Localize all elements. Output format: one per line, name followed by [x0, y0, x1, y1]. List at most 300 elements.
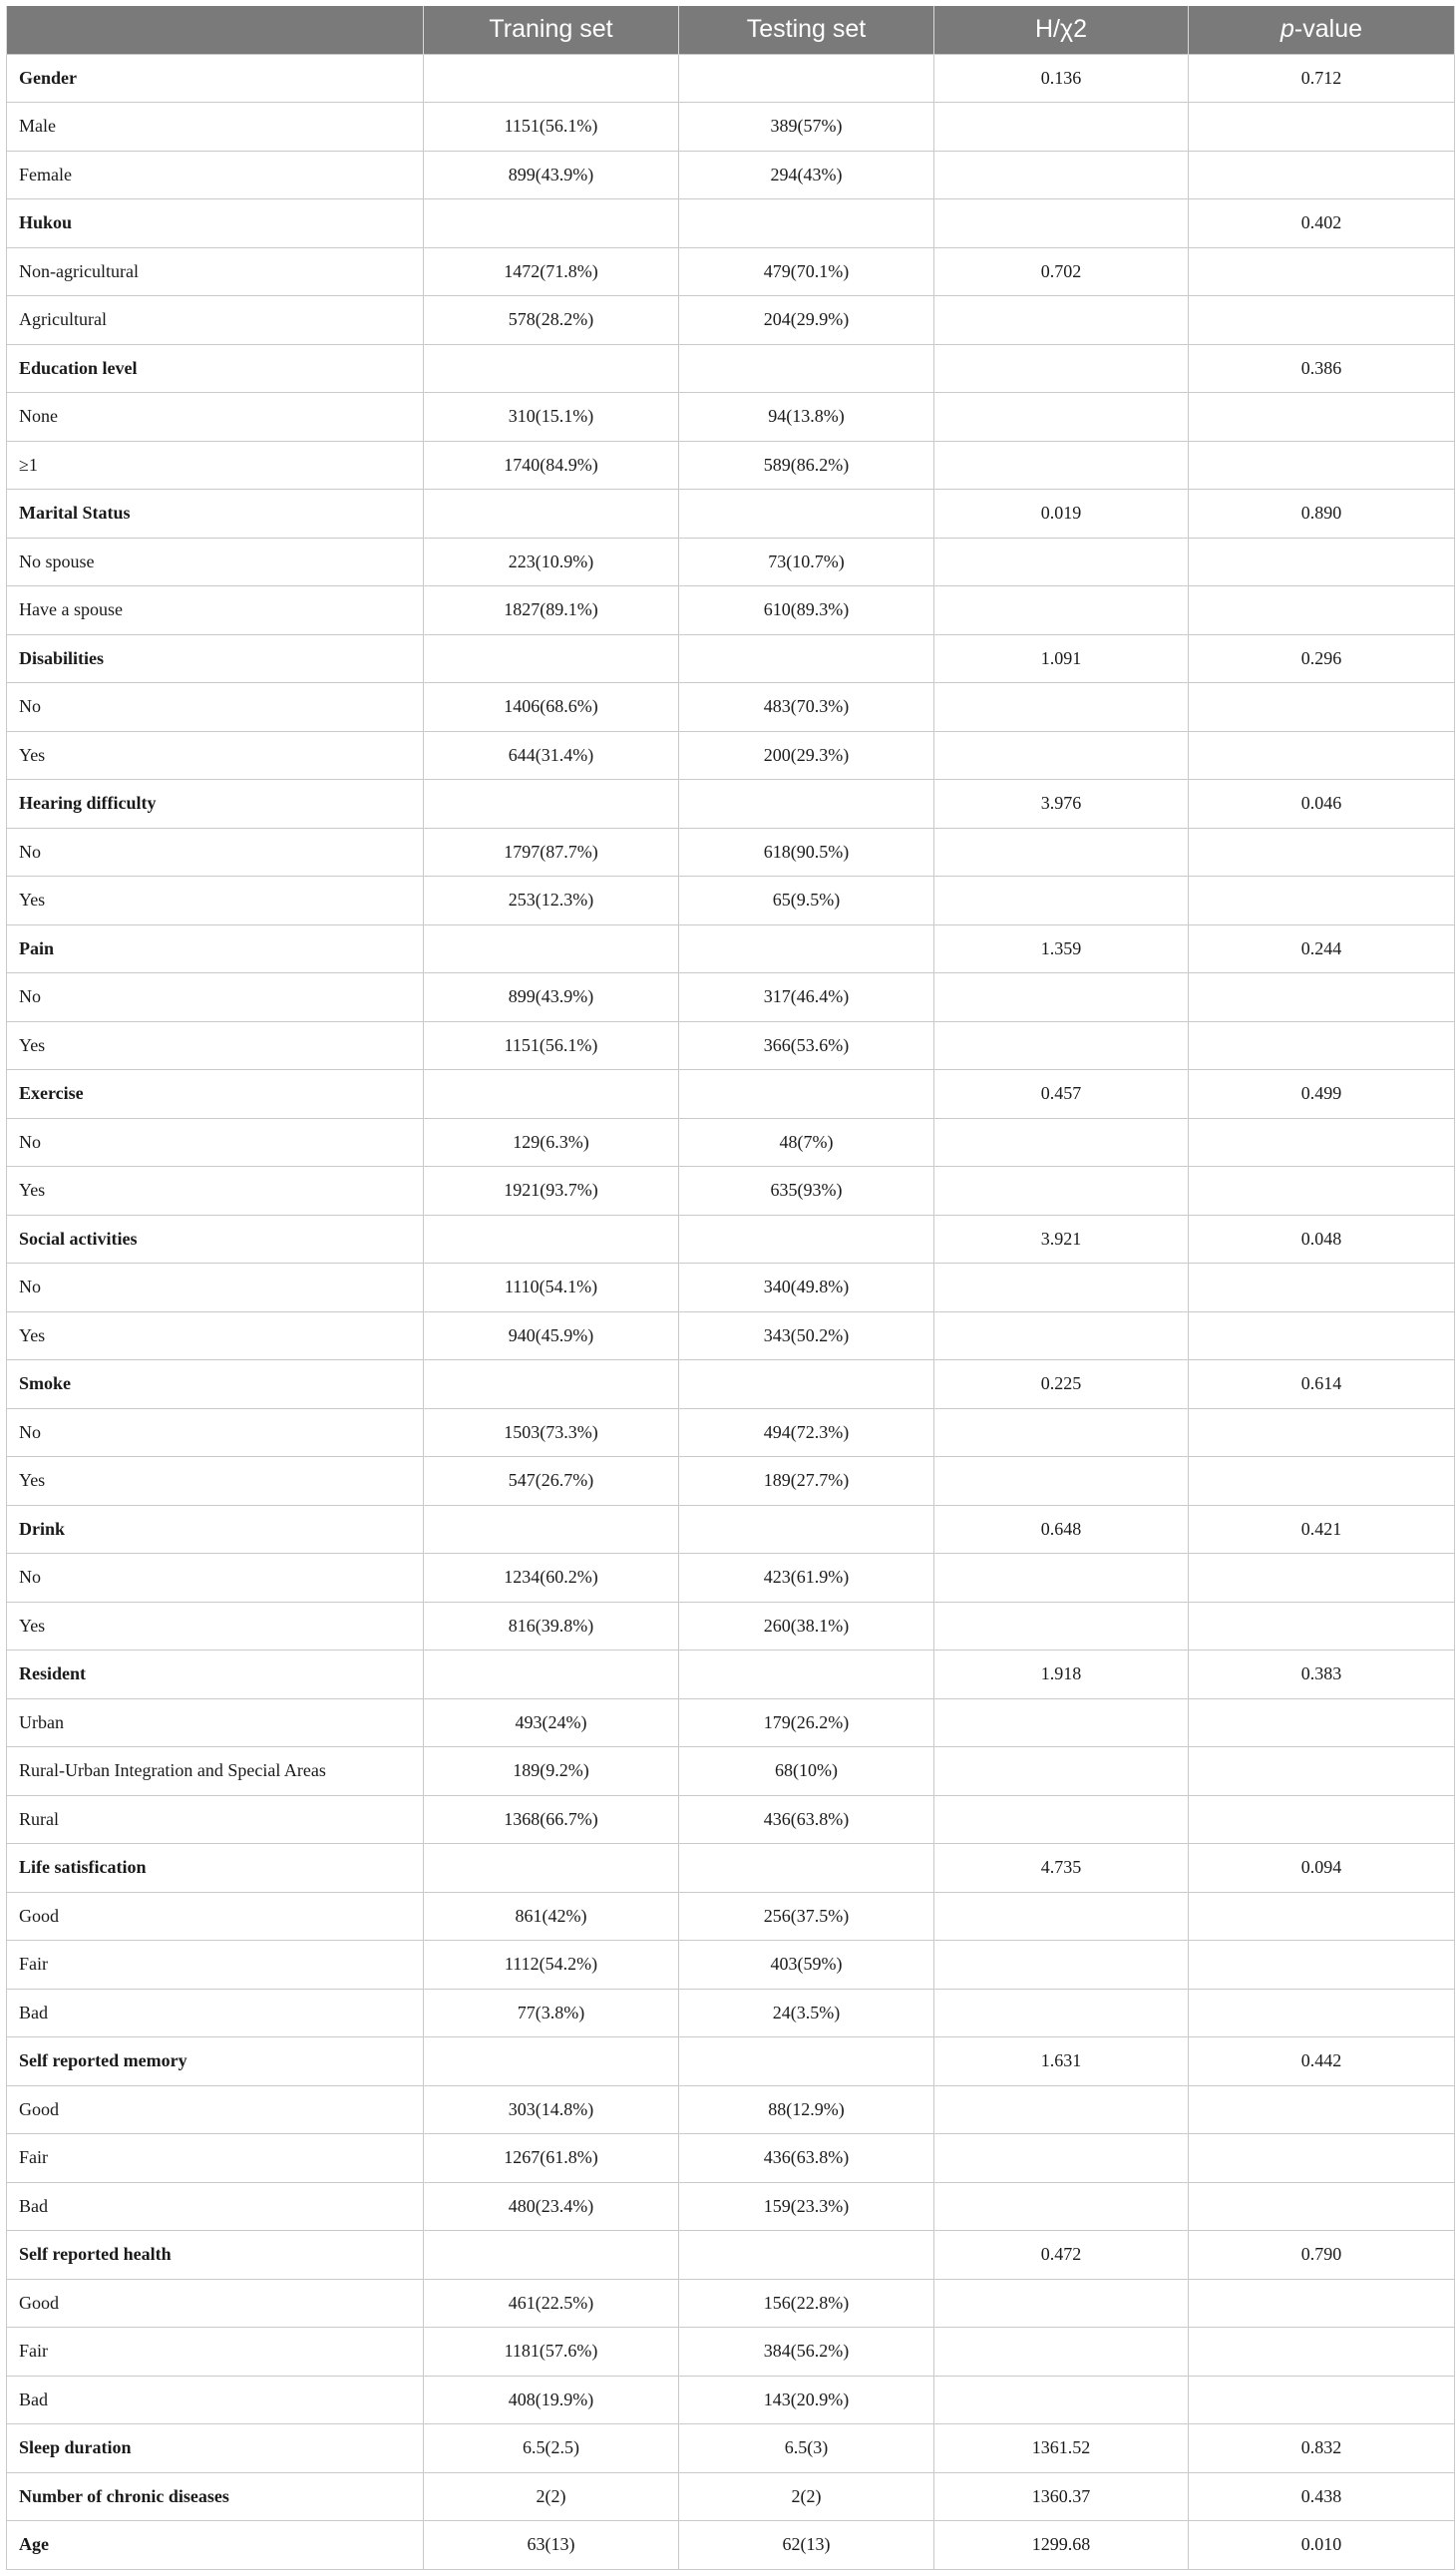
- cell-h-chi2: [934, 1457, 1189, 1506]
- cell-variable: Yes: [7, 1457, 424, 1506]
- cell-h-chi2: [934, 1554, 1189, 1603]
- cell-variable: Yes: [7, 1021, 424, 1070]
- cell-h-chi2: [934, 296, 1189, 345]
- cell-h-chi2: [934, 2279, 1189, 2328]
- cell-training-set: [424, 344, 679, 393]
- table-row-group: [7, 54, 1455, 103]
- cell-variable: Life satisfication: [7, 1844, 424, 1893]
- cell-variable: Hukou: [7, 199, 424, 248]
- cell-training-set: 189(9.2%): [424, 1747, 679, 1796]
- cell-p-value: 0.712: [1189, 54, 1455, 103]
- table-row: [7, 1554, 1455, 1603]
- cell-variable: No: [7, 828, 424, 877]
- cell-p-value: 0.048: [1189, 1215, 1455, 1264]
- table-row-group: [7, 780, 1455, 829]
- cell-h-chi2: 0.019: [934, 490, 1189, 539]
- table-body: [7, 54, 1455, 2569]
- cell-variable: Marital Status: [7, 490, 424, 539]
- table-row: [7, 441, 1455, 490]
- cell-training-set: [424, 1505, 679, 1554]
- table-row-group: [7, 2037, 1455, 2086]
- cell-variable: No: [7, 1554, 424, 1603]
- cell-h-chi2: [934, 393, 1189, 442]
- table-row: [7, 2376, 1455, 2424]
- table-row: [7, 103, 1455, 152]
- table-row-group: [7, 1215, 1455, 1264]
- header-training-set: Traning set: [424, 6, 679, 54]
- cell-h-chi2: [934, 151, 1189, 199]
- cell-training-set: 1267(61.8%): [424, 2134, 679, 2183]
- cell-training-set: 1740(84.9%): [424, 441, 679, 490]
- cell-training-set: 303(14.8%): [424, 2085, 679, 2134]
- cell-testing-set: 436(63.8%): [679, 2134, 934, 2183]
- cell-h-chi2: 3.921: [934, 1215, 1189, 1264]
- cell-p-value: [1189, 828, 1455, 877]
- cell-h-chi2: 0.136: [934, 54, 1189, 103]
- cell-training-set: [424, 924, 679, 973]
- cell-training-set: 493(24%): [424, 1698, 679, 1747]
- cell-training-set: [424, 1070, 679, 1119]
- cell-training-set: 63(13): [424, 2521, 679, 2570]
- cell-variable: Resident: [7, 1651, 424, 1699]
- cell-p-value: [1189, 1795, 1455, 1844]
- cell-p-value: 0.421: [1189, 1505, 1455, 1554]
- table-row: [7, 247, 1455, 296]
- cell-testing-set: 204(29.9%): [679, 296, 934, 345]
- table-row: [7, 1167, 1455, 1216]
- cell-h-chi2: 0.225: [934, 1360, 1189, 1409]
- cell-testing-set: [679, 924, 934, 973]
- table-row-group: [7, 1844, 1455, 1893]
- cell-variable: Yes: [7, 877, 424, 925]
- cell-training-set: 861(42%): [424, 1892, 679, 1941]
- cell-testing-set: 159(23.3%): [679, 2182, 934, 2231]
- header-p-italic: p: [1280, 15, 1294, 44]
- cell-testing-set: 436(63.8%): [679, 1795, 934, 1844]
- cell-testing-set: [679, 344, 934, 393]
- cell-variable: Education level: [7, 344, 424, 393]
- table-row: [7, 538, 1455, 586]
- table-row: [7, 296, 1455, 345]
- cell-p-value: 0.046: [1189, 780, 1455, 829]
- cell-variable: No spouse: [7, 538, 424, 586]
- cell-variable: Male: [7, 103, 424, 152]
- cell-h-chi2: 3.976: [934, 780, 1189, 829]
- cell-variable: Female: [7, 151, 424, 199]
- cell-h-chi2: [934, 2134, 1189, 2183]
- cell-variable: ≥1: [7, 441, 424, 490]
- cell-training-set: 1181(57.6%): [424, 2328, 679, 2377]
- table-row: [7, 1457, 1455, 1506]
- cell-h-chi2: [934, 877, 1189, 925]
- cell-h-chi2: [934, 103, 1189, 152]
- cell-training-set: 940(45.9%): [424, 1311, 679, 1360]
- cell-variable: Non-agricultural: [7, 247, 424, 296]
- cell-p-value: [1189, 247, 1455, 296]
- table-row: [7, 1747, 1455, 1796]
- cell-h-chi2: [934, 1167, 1189, 1216]
- header-variable: [7, 6, 424, 54]
- cell-p-value: 0.499: [1189, 1070, 1455, 1119]
- cell-testing-set: 68(10%): [679, 1747, 934, 1796]
- table-row: [7, 1989, 1455, 2037]
- cell-h-chi2: [934, 973, 1189, 1022]
- cell-h-chi2: [934, 1408, 1189, 1457]
- cell-p-value: 0.010: [1189, 2521, 1455, 2570]
- cell-variable: Rural: [7, 1795, 424, 1844]
- cell-testing-set: 366(53.6%): [679, 1021, 934, 1070]
- cell-variable: Self reported health: [7, 2231, 424, 2280]
- cell-h-chi2: 1.631: [934, 2037, 1189, 2086]
- cell-variable: Urban: [7, 1698, 424, 1747]
- cell-training-set: 1112(54.2%): [424, 1941, 679, 1990]
- cell-h-chi2: [934, 199, 1189, 248]
- cell-testing-set: 48(7%): [679, 1118, 934, 1167]
- table-row: [7, 2085, 1455, 2134]
- cell-training-set: 461(22.5%): [424, 2279, 679, 2328]
- cell-h-chi2: 4.735: [934, 1844, 1189, 1893]
- cell-p-value: 0.402: [1189, 199, 1455, 248]
- cell-training-set: 1503(73.3%): [424, 1408, 679, 1457]
- cell-training-set: 644(31.4%): [424, 731, 679, 780]
- table-row-group: [7, 1070, 1455, 1119]
- cell-testing-set: 635(93%): [679, 1167, 934, 1216]
- table-row: [7, 683, 1455, 732]
- cell-testing-set: 88(12.9%): [679, 2085, 934, 2134]
- cell-testing-set: 62(13): [679, 2521, 934, 2570]
- cell-variable: No: [7, 1264, 424, 1312]
- cell-p-value: 0.296: [1189, 634, 1455, 683]
- cell-testing-set: 589(86.2%): [679, 441, 934, 490]
- cell-p-value: [1189, 1554, 1455, 1603]
- cell-variable: Fair: [7, 2134, 424, 2183]
- cell-training-set: [424, 1844, 679, 1893]
- cell-p-value: [1189, 877, 1455, 925]
- cell-variable: Fair: [7, 2328, 424, 2377]
- cell-p-value: 0.386: [1189, 344, 1455, 393]
- table-row-group: [7, 924, 1455, 973]
- cell-training-set: 2(2): [424, 2472, 679, 2521]
- comparison-table: [6, 6, 1455, 2570]
- cell-training-set: 253(12.3%): [424, 877, 679, 925]
- cell-testing-set: [679, 1070, 934, 1119]
- cell-h-chi2: [934, 828, 1189, 877]
- cell-variable: No: [7, 973, 424, 1022]
- cell-testing-set: 24(3.5%): [679, 1989, 934, 2037]
- table-row: [7, 2182, 1455, 2231]
- cell-h-chi2: [934, 731, 1189, 780]
- header-row: [7, 6, 1455, 54]
- table-row-group: [7, 2231, 1455, 2280]
- cell-variable: Smoke: [7, 1360, 424, 1409]
- table-row-group: [7, 1651, 1455, 1699]
- cell-p-value: [1189, 2134, 1455, 2183]
- cell-testing-set: 6.5(3): [679, 2424, 934, 2473]
- cell-testing-set: 384(56.2%): [679, 2328, 934, 2377]
- cell-variable: Pain: [7, 924, 424, 973]
- cell-p-value: [1189, 296, 1455, 345]
- cell-training-set: 547(26.7%): [424, 1457, 679, 1506]
- table-row-group: [7, 2472, 1455, 2521]
- cell-variable: No: [7, 1408, 424, 1457]
- cell-p-value: [1189, 1892, 1455, 1941]
- cell-p-value: [1189, 1118, 1455, 1167]
- cell-testing-set: 423(61.9%): [679, 1554, 934, 1603]
- cell-h-chi2: 1.359: [934, 924, 1189, 973]
- cell-testing-set: 200(29.3%): [679, 731, 934, 780]
- cell-testing-set: [679, 2037, 934, 2086]
- cell-p-value: [1189, 1264, 1455, 1312]
- cell-p-value: [1189, 731, 1455, 780]
- cell-p-value: [1189, 2328, 1455, 2377]
- cell-training-set: [424, 54, 679, 103]
- cell-h-chi2: [934, 1795, 1189, 1844]
- cell-training-set: 816(39.8%): [424, 1602, 679, 1651]
- cell-testing-set: 2(2): [679, 2472, 934, 2521]
- cell-h-chi2: [934, 1892, 1189, 1941]
- cell-training-set: [424, 1215, 679, 1264]
- cell-training-set: 1151(56.1%): [424, 1021, 679, 1070]
- cell-p-value: [1189, 2376, 1455, 2424]
- cell-p-value: 0.890: [1189, 490, 1455, 539]
- table-row: [7, 1264, 1455, 1312]
- cell-testing-set: 94(13.8%): [679, 393, 934, 442]
- table-row: [7, 828, 1455, 877]
- cell-testing-set: 260(38.1%): [679, 1602, 934, 1651]
- cell-variable: Good: [7, 2085, 424, 2134]
- cell-p-value: 0.383: [1189, 1651, 1455, 1699]
- cell-testing-set: 189(27.7%): [679, 1457, 934, 1506]
- table-row-group: [7, 2424, 1455, 2473]
- cell-variable: Bad: [7, 2376, 424, 2424]
- cell-p-value: [1189, 151, 1455, 199]
- cell-training-set: 1151(56.1%): [424, 103, 679, 152]
- cell-variable: Bad: [7, 1989, 424, 2037]
- cell-training-set: 1110(54.1%): [424, 1264, 679, 1312]
- table-row: [7, 1892, 1455, 1941]
- cell-h-chi2: 0.472: [934, 2231, 1189, 2280]
- cell-p-value: [1189, 103, 1455, 152]
- table-row-group: [7, 344, 1455, 393]
- cell-testing-set: 256(37.5%): [679, 1892, 934, 1941]
- cell-testing-set: [679, 634, 934, 683]
- cell-p-value: 0.442: [1189, 2037, 1455, 2086]
- cell-testing-set: [679, 2231, 934, 2280]
- cell-variable: Disabilities: [7, 634, 424, 683]
- cell-variable: Yes: [7, 731, 424, 780]
- cell-training-set: 1234(60.2%): [424, 1554, 679, 1603]
- cell-h-chi2: [934, 344, 1189, 393]
- table-row: [7, 1795, 1455, 1844]
- cell-h-chi2: 0.457: [934, 1070, 1189, 1119]
- cell-h-chi2: [934, 1021, 1189, 1070]
- cell-training-set: 480(23.4%): [424, 2182, 679, 2231]
- cell-testing-set: 143(20.9%): [679, 2376, 934, 2424]
- cell-h-chi2: [934, 441, 1189, 490]
- cell-h-chi2: [934, 1989, 1189, 2037]
- cell-p-value: 0.244: [1189, 924, 1455, 973]
- cell-training-set: 223(10.9%): [424, 538, 679, 586]
- cell-testing-set: 317(46.4%): [679, 973, 934, 1022]
- cell-variable: Rural-Urban Integration and Special Areas: [7, 1747, 424, 1796]
- table-row-group: [7, 490, 1455, 539]
- cell-variable: Hearing difficulty: [7, 780, 424, 829]
- cell-training-set: 310(15.1%): [424, 393, 679, 442]
- header-h-chi2: H/χ2: [934, 6, 1189, 54]
- cell-testing-set: [679, 490, 934, 539]
- cell-training-set: 1827(89.1%): [424, 586, 679, 635]
- cell-testing-set: 65(9.5%): [679, 877, 934, 925]
- cell-variable: Drink: [7, 1505, 424, 1554]
- cell-testing-set: [679, 780, 934, 829]
- cell-h-chi2: [934, 1118, 1189, 1167]
- cell-testing-set: 479(70.1%): [679, 247, 934, 296]
- cell-h-chi2: 1.091: [934, 634, 1189, 683]
- cell-h-chi2: [934, 1311, 1189, 1360]
- cell-testing-set: [679, 1844, 934, 1893]
- cell-p-value: [1189, 441, 1455, 490]
- cell-p-value: [1189, 1311, 1455, 1360]
- cell-p-value: [1189, 1408, 1455, 1457]
- cell-p-value: [1189, 683, 1455, 732]
- cell-p-value: 0.832: [1189, 2424, 1455, 2473]
- cell-variable: Exercise: [7, 1070, 424, 1119]
- cell-variable: No: [7, 1118, 424, 1167]
- table-row-group: [7, 1505, 1455, 1554]
- cell-training-set: 1921(93.7%): [424, 1167, 679, 1216]
- cell-variable: Good: [7, 1892, 424, 1941]
- cell-h-chi2: [934, 1941, 1189, 1990]
- cell-p-value: [1189, 1167, 1455, 1216]
- cell-training-set: 6.5(2.5): [424, 2424, 679, 2473]
- cell-h-chi2: [934, 1747, 1189, 1796]
- cell-variable: Social activities: [7, 1215, 424, 1264]
- cell-training-set: [424, 2037, 679, 2086]
- cell-h-chi2: [934, 2328, 1189, 2377]
- cell-variable: Gender: [7, 54, 424, 103]
- cell-training-set: [424, 199, 679, 248]
- cell-variable: Self reported memory: [7, 2037, 424, 2086]
- cell-variable: None: [7, 393, 424, 442]
- cell-training-set: [424, 634, 679, 683]
- cell-testing-set: 156(22.8%): [679, 2279, 934, 2328]
- cell-training-set: 1472(71.8%): [424, 247, 679, 296]
- cell-variable: No: [7, 683, 424, 732]
- cell-testing-set: 73(10.7%): [679, 538, 934, 586]
- cell-h-chi2: 1360.37: [934, 2472, 1189, 2521]
- cell-p-value: [1189, 393, 1455, 442]
- table-row: [7, 731, 1455, 780]
- cell-testing-set: [679, 1651, 934, 1699]
- cell-p-value: [1189, 1457, 1455, 1506]
- cell-training-set: 408(19.9%): [424, 2376, 679, 2424]
- cell-testing-set: 340(49.8%): [679, 1264, 934, 1312]
- table-row: [7, 1408, 1455, 1457]
- cell-variable: Yes: [7, 1167, 424, 1216]
- cell-h-chi2: [934, 1602, 1189, 1651]
- cell-testing-set: 343(50.2%): [679, 1311, 934, 1360]
- table-row: [7, 877, 1455, 925]
- cell-p-value: [1189, 2085, 1455, 2134]
- table-row: [7, 151, 1455, 199]
- cell-h-chi2: [934, 2085, 1189, 2134]
- cell-testing-set: [679, 1505, 934, 1554]
- cell-h-chi2: [934, 586, 1189, 635]
- cell-training-set: 77(3.8%): [424, 1989, 679, 2037]
- cell-training-set: 899(43.9%): [424, 151, 679, 199]
- cell-training-set: 899(43.9%): [424, 973, 679, 1022]
- cell-training-set: [424, 490, 679, 539]
- header-p-rest: -value: [1293, 15, 1362, 44]
- cell-training-set: [424, 2231, 679, 2280]
- cell-p-value: [1189, 1747, 1455, 1796]
- cell-testing-set: [679, 199, 934, 248]
- cell-training-set: 1797(87.7%): [424, 828, 679, 877]
- cell-p-value: [1189, 1989, 1455, 2037]
- table-row-group: [7, 634, 1455, 683]
- cell-training-set: 1368(66.7%): [424, 1795, 679, 1844]
- table-row-group: [7, 199, 1455, 248]
- table-header: [7, 6, 1455, 54]
- cell-testing-set: 494(72.3%): [679, 1408, 934, 1457]
- cell-h-chi2: 1361.52: [934, 2424, 1189, 2473]
- cell-variable: Agricultural: [7, 296, 424, 345]
- table-row: [7, 973, 1455, 1022]
- cell-variable: Have a spouse: [7, 586, 424, 635]
- cell-h-chi2: [934, 683, 1189, 732]
- cell-variable: Fair: [7, 1941, 424, 1990]
- cell-variable: Yes: [7, 1311, 424, 1360]
- cell-testing-set: 610(89.3%): [679, 586, 934, 635]
- cell-h-chi2: 1.918: [934, 1651, 1189, 1699]
- cell-testing-set: [679, 54, 934, 103]
- table-row: [7, 1941, 1455, 1990]
- cell-p-value: [1189, 538, 1455, 586]
- table-row: [7, 1118, 1455, 1167]
- table-row: [7, 1602, 1455, 1651]
- cell-variable: Number of chronic diseases: [7, 2472, 424, 2521]
- table-row: [7, 2134, 1455, 2183]
- cell-p-value: 0.614: [1189, 1360, 1455, 1409]
- cell-testing-set: 179(26.2%): [679, 1698, 934, 1747]
- table-row: [7, 1698, 1455, 1747]
- table-row: [7, 1021, 1455, 1070]
- cell-p-value: [1189, 1602, 1455, 1651]
- cell-h-chi2: [934, 1698, 1189, 1747]
- cell-testing-set: 389(57%): [679, 103, 934, 152]
- cell-variable: Good: [7, 2279, 424, 2328]
- table-row-group: [7, 1360, 1455, 1409]
- cell-h-chi2: 0.648: [934, 1505, 1189, 1554]
- cell-training-set: 578(28.2%): [424, 296, 679, 345]
- table-row: [7, 393, 1455, 442]
- cell-h-chi2: [934, 2376, 1189, 2424]
- table-row: [7, 2328, 1455, 2377]
- cell-p-value: [1189, 2182, 1455, 2231]
- cell-h-chi2: [934, 1264, 1189, 1312]
- header-testing-set: Testing set: [679, 6, 934, 54]
- cell-p-value: 0.438: [1189, 2472, 1455, 2521]
- cell-p-value: 0.790: [1189, 2231, 1455, 2280]
- cell-testing-set: 618(90.5%): [679, 828, 934, 877]
- cell-h-chi2: 1299.68: [934, 2521, 1189, 2570]
- cell-p-value: [1189, 586, 1455, 635]
- cell-variable: Age: [7, 2521, 424, 2570]
- cell-testing-set: [679, 1215, 934, 1264]
- cell-p-value: [1189, 1021, 1455, 1070]
- cell-variable: Bad: [7, 2182, 424, 2231]
- cell-h-chi2: [934, 538, 1189, 586]
